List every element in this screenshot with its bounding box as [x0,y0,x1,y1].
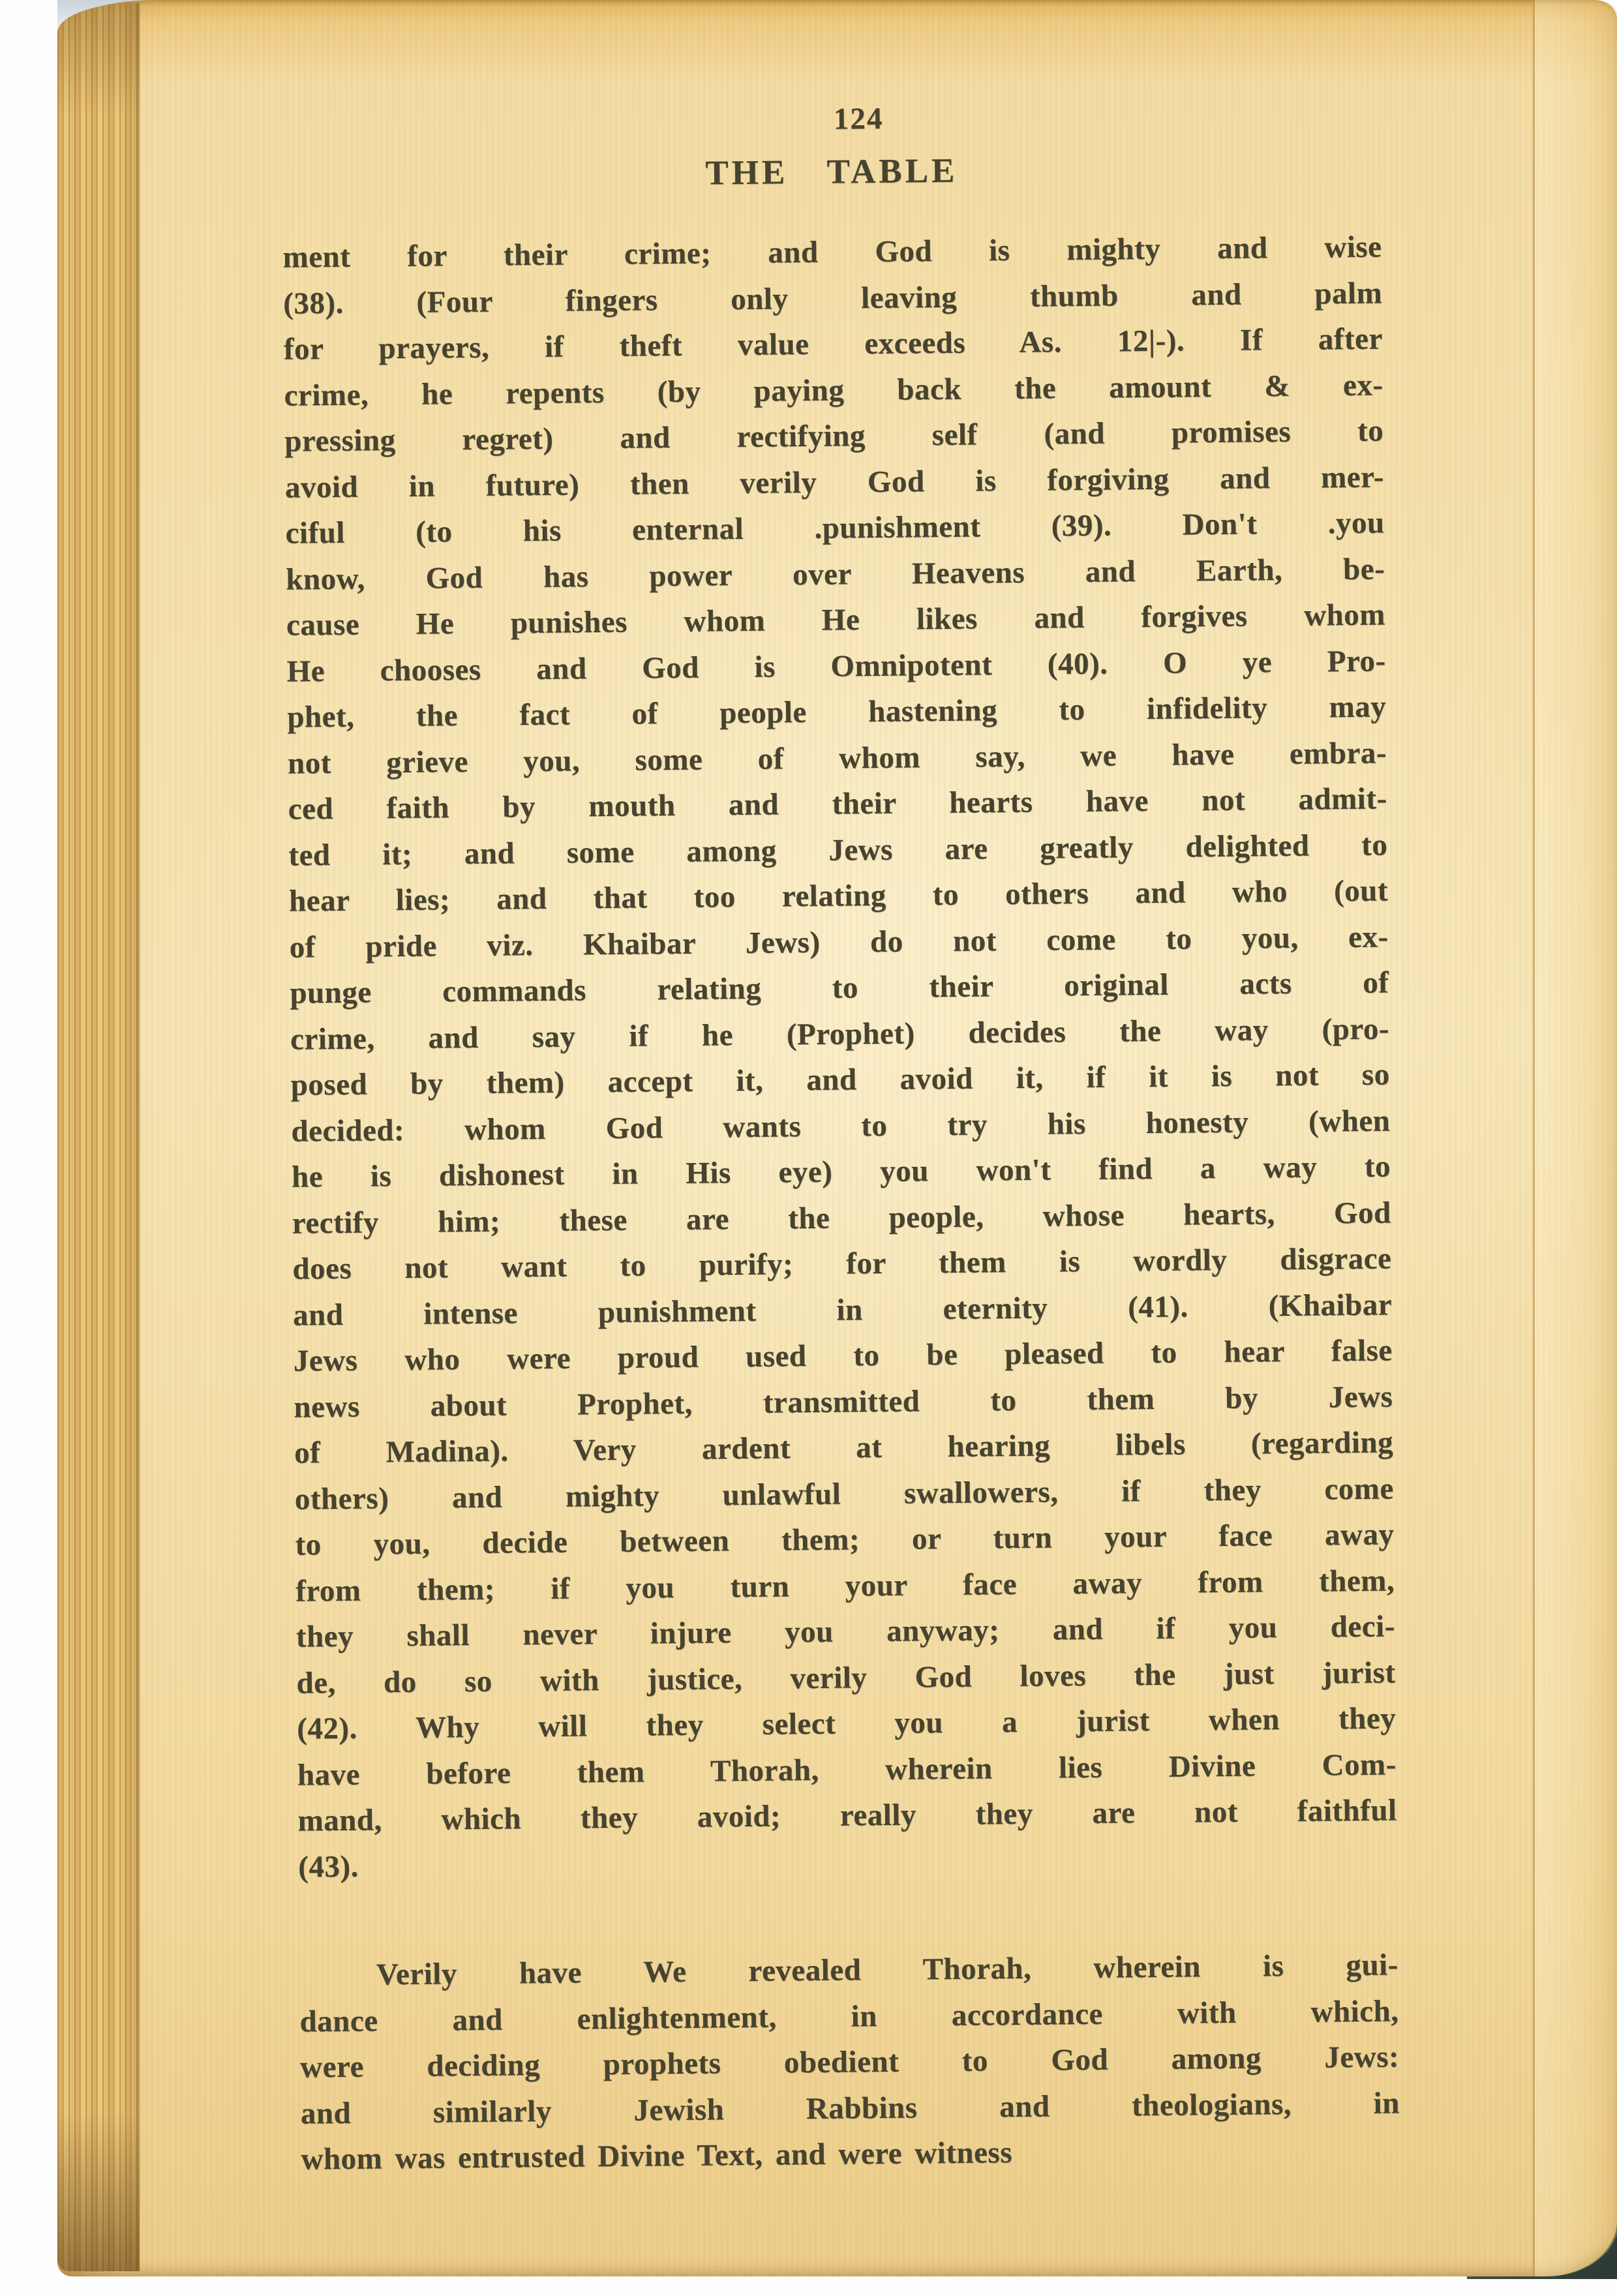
text-line: were deciding prophets obedient to God among Jews: [299,2040,1400,2085]
text-line: know, God has power over Heavens and Earth, be- [286,551,1385,597]
text-line: of Madina). Very ardent at hearing libels (regarding [294,1425,1394,1470]
text-line: rectify him; these are the people, whose hearts, God [292,1195,1391,1241]
text-line: He chooses and God is Omnipotent (40). O ye Pro- [286,643,1386,689]
text-line: they shall never injure you anyway; and if you deci- [295,1609,1396,1654]
text-line: ted it; and some among Jews are greatly delighted to [288,827,1388,873]
text-line: mand, which they avoid; really they are not faithful [297,1793,1397,1838]
text-line: phet, the fact of people hastening to infidelity may [287,689,1387,734]
text-line: (43). [298,1849,359,1884]
text-line: from them; if you turn your face away from them, [295,1563,1395,1609]
text-line: de, do so with justice, verily God loves the just jurist [296,1655,1396,1700]
page-title: THE TABLE [705,151,958,192]
paragraph-2 [299,1942,1400,2183]
text-line: news about Prophet, transmitted to them by Jews [294,1379,1393,1425]
text-line: Jews who were proud used to be pleased to hear false [293,1333,1393,1378]
text-line: of pride viz. Khaibar Jews) do not come to you, ex- [289,919,1389,965]
text-line: ced faith by mouth and their hearts have not admit- [288,781,1387,826]
text-line: and intense punishment in eternity (41). (Khaibar [292,1287,1393,1333]
text-line: have before them Thorah, wherein lies Divine Com- [297,1747,1397,1792]
text-line: does not want to purify; for them is wordly disgrace [292,1241,1392,1286]
paragraph-1 [282,224,1397,1890]
text-line: others) and mighty unlawful swallowers, if they come [294,1471,1395,1517]
text-line: posed by them) accept it, and avoid it, if it is not so [290,1057,1390,1102]
text-line: (42). Why will they select you a jurist when they [297,1701,1397,1746]
text-line: for prayers, if theft value exceeds As. 12|-). If after [283,322,1383,367]
text-line: dance and enlightenment, in accordance with which, [299,1993,1399,2039]
text-line: and similarly Jewish Rabbins and theologians, in [300,2085,1400,2131]
page-number: 124 [833,101,884,136]
text-line: crime, he repents (by paying back the amount & ex- [284,367,1383,413]
text-line: (38). (Four fingers only leaving thumb and palm [283,276,1383,321]
text-line: avoid in future) then verily God is forgiving and mer- [284,459,1385,505]
text-line: whom was entrusted Divine Text, and were witness [301,2136,1013,2177]
body-text [282,224,1400,2183]
text-line: decided: whom God wants to try his honesty (when [291,1103,1391,1149]
text-line: punge commands relating to their original acts of [290,965,1389,1010]
text-line: to you, decide between them; or turn your face away [295,1517,1395,1562]
text-line: pressing regret) and rectifying self (and promises to [284,414,1384,459]
text-line: hear lies; and that too relating to others and who (out [288,873,1389,918]
text-line: ciful (to his enternal .punishment (39). Don't .you [285,506,1385,551]
text-line: not grieve you, some of whom say, we have embra- [287,735,1387,781]
text-line: Verily have We revealed Thorah, wherein is gui- [376,1948,1399,1992]
text-line: he is dishonest in His eye) you won't find a way to [291,1149,1391,1194]
text-line: cause He punishes whom He likes and forgives whom [286,597,1386,642]
text-line: crime, and say if he (Prophet) decides the way (pro- [290,1011,1390,1057]
text-line: ment for their crime; and God is mighty and wise [282,230,1382,275]
